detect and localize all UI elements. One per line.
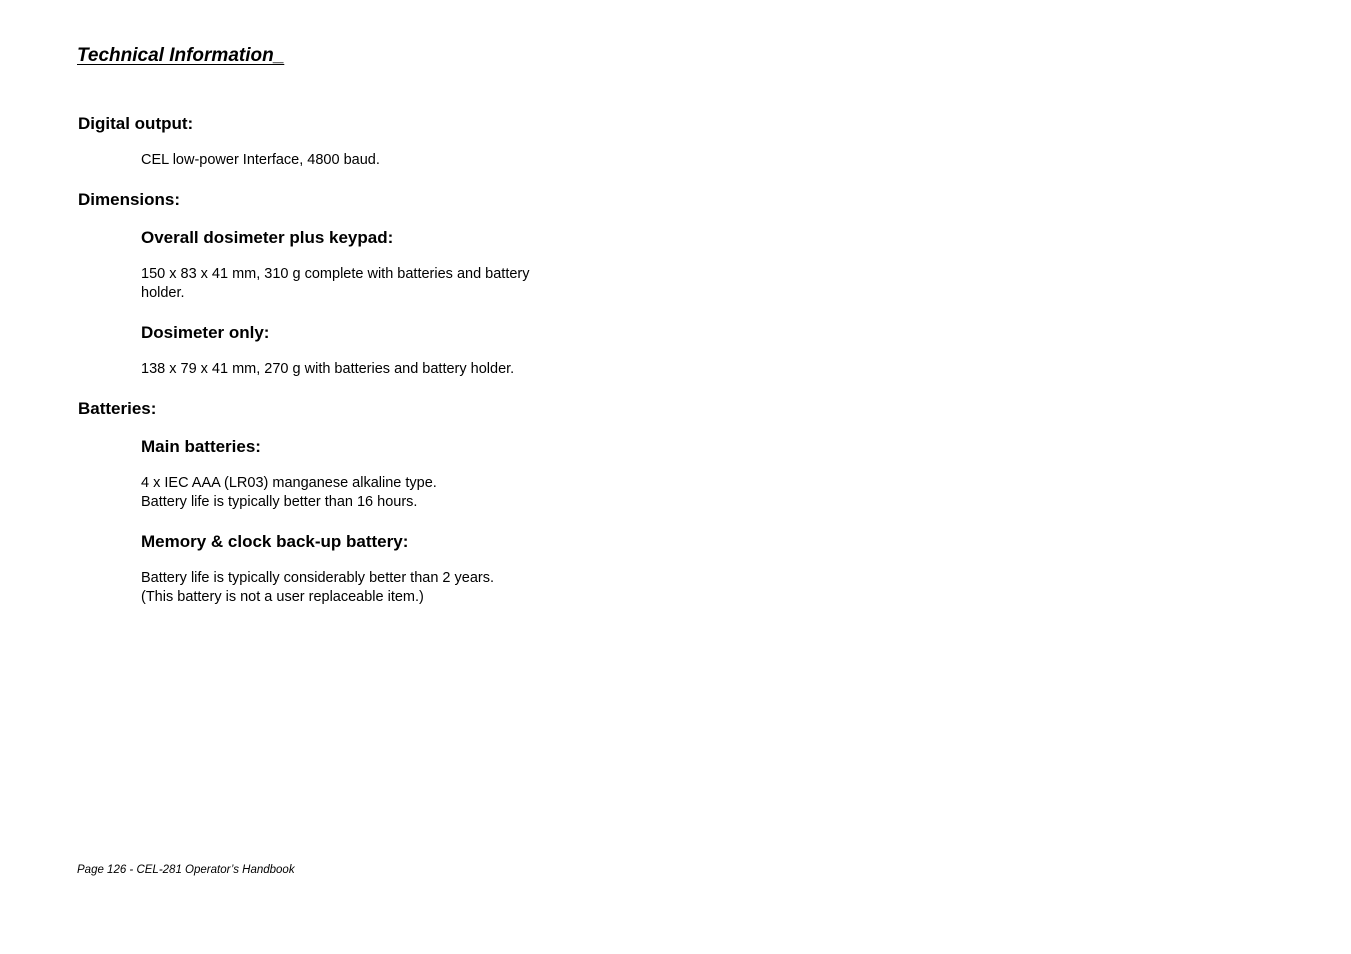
overall-dosimeter-line-1: 150 x 83 x 41 mm, 310 g complete with batteries and battery: [141, 266, 530, 282]
digital-output-text: [141, 151, 601, 170]
batteries-heading: Batteries:: [78, 399, 157, 418]
main-batteries-heading: Main batteries:: [141, 437, 261, 456]
main-batteries-text: [141, 474, 601, 512]
digital-output-line: CEL low-power Interface, 4800 baud.: [141, 152, 380, 168]
main-batteries-line-2: Battery life is typically better than 16 hours.: [141, 494, 418, 510]
main-batteries-line-1: 4 x IEC AAA (LR03) manganese alkaline type.: [141, 475, 437, 491]
overall-dosimeter-line-2: holder.: [141, 285, 185, 301]
backup-battery-line-2: (This battery is not a user replaceable item.): [141, 589, 424, 605]
backup-battery-text: [141, 569, 601, 607]
page-title: Technical Information_: [77, 45, 285, 66]
backup-battery-heading: Memory & clock back-up battery:: [141, 532, 409, 551]
digital-output-heading: Digital output:: [78, 114, 194, 133]
overall-dosimeter-heading: Overall dosimeter plus keypad:: [141, 228, 394, 247]
overall-dosimeter-text: [141, 265, 601, 303]
dosimeter-only-heading: Dosimeter only:: [141, 323, 270, 342]
page-footer: Page 126 - CEL-281 Operator’s Handbook: [77, 864, 295, 876]
backup-battery-line-1: Battery life is typically considerably better than 2 years.: [141, 570, 494, 586]
dosimeter-only-line: 138 x 79 x 41 mm, 270 g with batteries and battery holder.: [141, 361, 515, 377]
dosimeter-only-text: [141, 360, 601, 379]
dimensions-heading: Dimensions:: [78, 190, 181, 209]
